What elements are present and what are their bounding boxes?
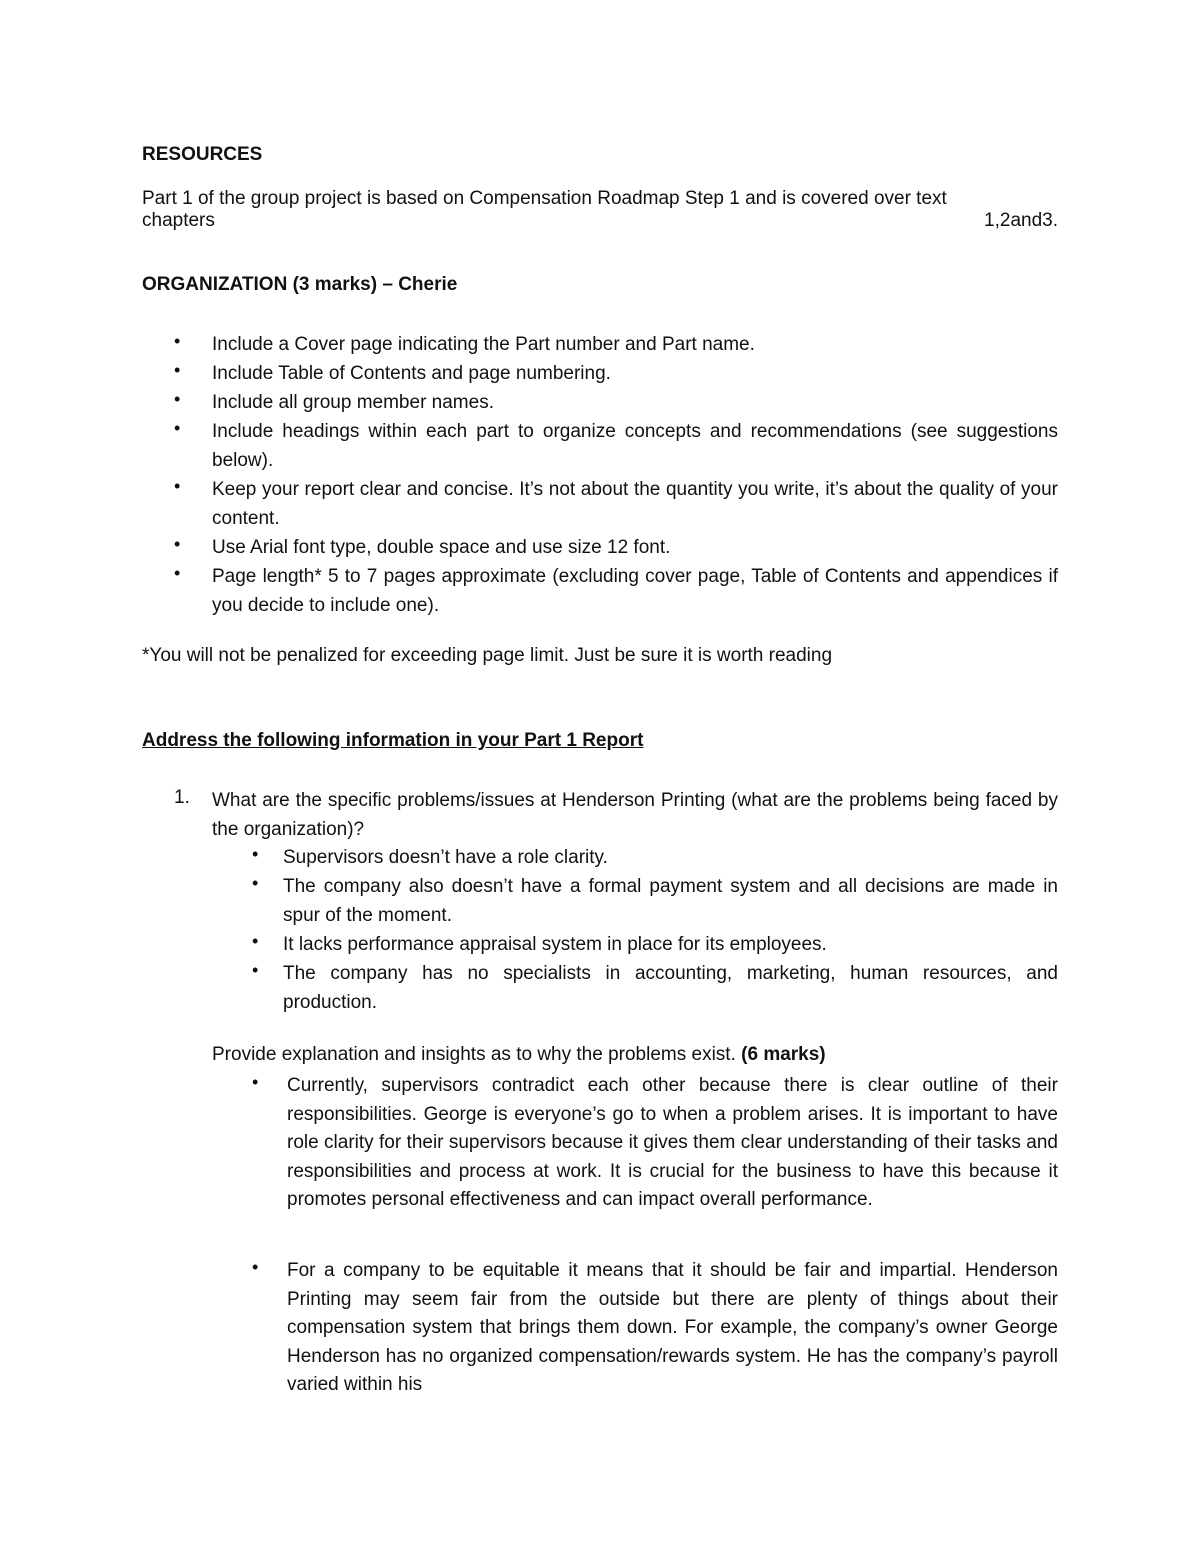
bullet-icon: • <box>174 563 181 583</box>
list-item-text: Page length* 5 to 7 pages approximate (excluding cover page, Table of Contents and appendices if you decide to include one). <box>212 566 1058 616</box>
list-item <box>142 563 1058 621</box>
bullet-icon: • <box>174 360 181 380</box>
list-item-text: It lacks performance appraisal system in place for its employees. <box>283 934 827 955</box>
list-item-text: The company has no specialists in accounting, marketing, human resources, and production. <box>283 963 1058 1013</box>
list-item <box>142 389 1058 418</box>
list-item-text: The company also doesn’t have a formal payment system and all decisions are made in spur of the moment. <box>283 876 1058 926</box>
organization-heading: ORGANIZATION (3 marks) – Cherie <box>142 274 458 295</box>
list-item <box>212 844 1058 873</box>
bullet-icon: • <box>252 1257 259 1277</box>
intro-paragraph <box>142 188 1058 238</box>
list-item-text: Currently, supervisors contradict each other because there is clear outline of their responsibilities. George is everyone’s go to when a problem arises. It is important to have role clarity for their supervisors because it gives them clear understanding of their tasks and responsibilities and process at work. It is crucial for the business to have this because it promotes personal effectiveness and can impact overall performance. <box>287 1075 1058 1210</box>
intro-line-2 <box>142 210 1058 238</box>
list-item-text: For a company to be equitable it means that it should be fair and impartial. Henderson Printing may seem fair from the outside but there are plenty of things about their compensation system that brings them down. For example, the company’s owner George Henderson has no organized compensation/rewards system. He has the company’s payroll varied within his <box>287 1260 1058 1395</box>
list-item <box>142 331 1058 360</box>
bullet-icon: • <box>252 844 259 864</box>
list-item-text: Include all group member names. <box>212 392 494 413</box>
list-item-text: Include a Cover page indicating the Part number and Part name. <box>212 334 755 355</box>
list-item <box>212 1257 1058 1407</box>
bullet-icon: • <box>252 931 259 951</box>
bullet-icon: • <box>252 1072 259 1092</box>
list-item <box>142 360 1058 389</box>
list-item-text: Supervisors doesn’t have a role clarity. <box>283 847 608 868</box>
intro-line-2-right: 1,2and3. <box>984 210 1058 231</box>
bullet-icon: • <box>252 960 259 980</box>
list-item-text: Keep your report clear and concise. It’s not about the quantity you write, it’s about the quality of your content. <box>212 479 1058 529</box>
list-item <box>212 960 1058 1018</box>
question-text: What are the specific problems/issues at Henderson Printing (what are the problems being faced by the organization)? <box>212 790 1058 840</box>
bullet-icon: • <box>174 534 181 554</box>
list-item-text: Use Arial font type, double space and use size 12 font. <box>212 537 671 558</box>
bullet-icon: • <box>174 476 181 496</box>
resources-heading: RESOURCES <box>142 144 263 165</box>
bullet-icon: • <box>252 873 259 893</box>
intro-line-2-left: chapters <box>142 210 215 231</box>
question-1 <box>142 787 1058 845</box>
explanations-list <box>212 1072 1058 1407</box>
list-item <box>142 476 1058 534</box>
list-item <box>212 873 1058 931</box>
question-number: 1. <box>174 787 190 808</box>
explanation-marks: (6 marks) <box>741 1044 826 1065</box>
bullet-icon: • <box>174 331 181 351</box>
bullet-icon: • <box>174 418 181 438</box>
bullet-icon: • <box>174 389 181 409</box>
footnote: *You will not be penalized for exceeding page limit. Just be sure it is worth reading <box>142 645 833 666</box>
address-heading: Address the following information in your Part 1 Report <box>142 730 644 751</box>
list-item <box>212 931 1058 960</box>
problems-list <box>212 844 1058 1018</box>
explanation-prompt-text: Provide explanation and insights as to why the problems exist. <box>212 1044 736 1065</box>
list-item-text: Include headings within each part to organize concepts and recommendations (see suggestions below). <box>212 421 1058 471</box>
list-item <box>142 534 1058 563</box>
list-item <box>142 418 1058 476</box>
organization-list <box>142 331 1058 621</box>
list-item <box>212 1072 1058 1257</box>
list-item-text: Include Table of Contents and page numbering. <box>212 363 611 384</box>
explanation-prompt <box>212 1044 826 1066</box>
intro-line-1: Part 1 of the group project is based on Compensation Roadmap Step 1 and is covered over text <box>142 188 947 209</box>
